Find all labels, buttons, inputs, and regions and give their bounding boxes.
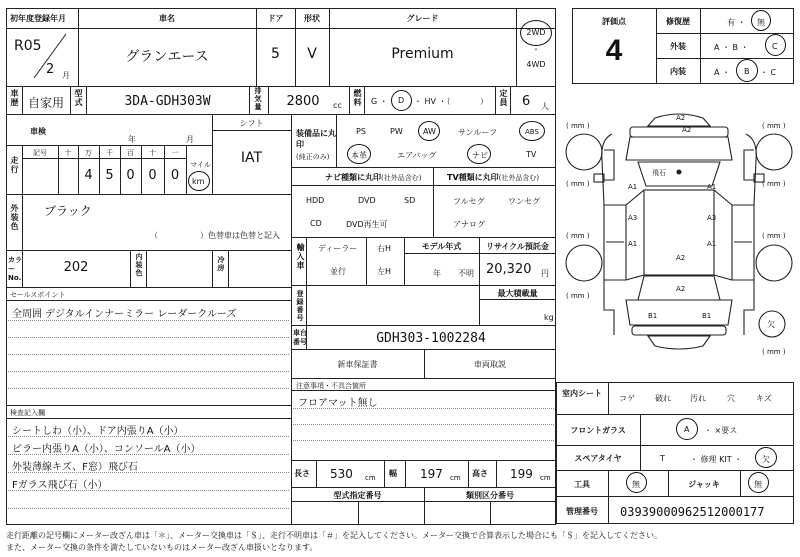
management-label: 管理番号	[566, 507, 598, 516]
width-value: 197	[420, 467, 443, 481]
footer-line-2: また、メーター交換の条件を満たしていないものはメーター改ざん車扱いとなります。	[6, 543, 318, 552]
notes-text: フロアマット無し	[298, 398, 378, 409]
navi-hdd: HDD	[306, 196, 325, 205]
notes-label: 注意事項・不具合箇所	[296, 382, 366, 390]
tv-header-sub: (社外品含む)	[498, 174, 540, 182]
drive-2wd: 2WD	[526, 28, 546, 37]
sheet-scratch: キズ	[756, 394, 772, 403]
spare-t: T	[660, 454, 665, 463]
footer-line-1: 走行距離の記号欄にメーター改ざん車は「＊」、メーター交換車は「＄」、走行不明車は「＃」を記入してください。メーター交換で合算表示した場合にも「＄」を記入してください。	[6, 531, 662, 540]
navi-dvd: DVD	[358, 196, 376, 205]
capacity: 6	[522, 94, 531, 109]
equip-navi: ナビ	[472, 151, 488, 160]
car-name-label: 車名	[159, 14, 175, 23]
first-reg-month: 2	[46, 62, 55, 77]
sales-point-label: セールスポイント	[10, 291, 66, 299]
spare-label: スペアタイヤ	[574, 454, 622, 463]
equipment-label: 装備品に丸印	[296, 129, 336, 149]
interior-sheet-label: 室内シート	[562, 389, 602, 398]
tv-analog: アナログ	[453, 220, 485, 229]
fuel-hv: ・ HV ・（	[414, 97, 451, 106]
tv-header: TV種類に丸印	[447, 173, 499, 182]
mile-label: マイル	[190, 161, 211, 169]
interior-circle	[736, 59, 758, 82]
tools-selected: 無	[632, 480, 640, 489]
usage: 自家用	[27, 96, 64, 110]
shape-label: 形状	[304, 14, 320, 23]
first-reg-year: R05	[14, 38, 42, 54]
mm-label: ( mm )	[762, 348, 786, 356]
sheet-dirt: 汚れ	[690, 394, 706, 403]
mileage-sign-label: 記号	[33, 149, 47, 157]
shift-label: シフト	[239, 119, 264, 128]
disp-unit: cc	[333, 101, 342, 110]
mm-label: ( mm )	[566, 292, 590, 300]
front-glass-label: フロントガラス	[570, 426, 626, 435]
inspector-line: Fガラス飛び石（小）	[12, 480, 108, 491]
max-load-label: 最大積載量	[497, 289, 538, 298]
model-year-unknown: 不明	[458, 269, 474, 278]
inspector-label: 検査記入欄	[10, 409, 45, 417]
equip-ps: PS	[356, 127, 366, 136]
inspection-month-unit: 月	[186, 135, 194, 144]
diagram-top: A2	[676, 114, 686, 122]
color-no: 202	[63, 260, 89, 275]
interior-options-a: A ・	[714, 68, 731, 77]
category-label: 類別区分番号	[466, 491, 514, 500]
mm-label: ( mm )	[566, 122, 590, 130]
mileage-digit: 4	[84, 168, 93, 183]
fuel-circle	[391, 90, 412, 111]
rating-label: 評価点	[602, 17, 626, 26]
front-glass-circle	[676, 418, 698, 440]
leather-circle	[347, 144, 371, 164]
fuel-close: ）	[480, 97, 488, 106]
km-label: km	[192, 177, 205, 186]
width-unit: cm	[450, 474, 461, 482]
import-label: 輸入車	[296, 243, 305, 270]
mm-label: ( mm )	[566, 180, 590, 188]
capacity-label: 定員	[499, 89, 508, 107]
diagram-rear: A2	[676, 285, 686, 293]
mileage-label: 走行	[10, 156, 19, 174]
diagram-bumper: A2	[682, 126, 692, 134]
mileage-digit: 0	[148, 168, 157, 183]
digit-label: 百	[127, 149, 134, 157]
mileage-digit: 0	[170, 168, 180, 183]
equipment-sub: (純正のみ)	[296, 153, 330, 161]
import-parallel: 並行	[330, 267, 346, 276]
shape: V	[307, 46, 317, 62]
length-value: 530	[330, 467, 353, 481]
new-car-cert: 新車保証書	[337, 360, 378, 369]
equip-sunroof: サンルーフ	[458, 128, 497, 137]
recycle-unit: 円	[541, 269, 549, 278]
repair-options: 有 ・	[727, 18, 746, 27]
diagram-lr: A3	[628, 214, 638, 222]
color-paren-open: （	[150, 231, 158, 240]
navi-header-sub: (社外品含む)	[381, 174, 422, 182]
equip-pw: PW	[390, 127, 403, 136]
jack-label: ジャッキ	[688, 480, 720, 489]
digit-label: 万	[85, 149, 92, 157]
height-unit: cm	[540, 474, 551, 482]
chassis-label: 車台番号	[293, 329, 307, 346]
equip-tv: TV	[526, 150, 537, 159]
interior-selected: B	[744, 67, 750, 76]
diagram-lf: A1	[628, 183, 638, 191]
diagram-rf: A1	[707, 183, 717, 191]
equip-leather: 本革	[351, 151, 367, 160]
grade-label: グレード	[406, 14, 439, 23]
length-label: 長さ	[294, 469, 310, 478]
digit-label: 十	[149, 149, 156, 157]
abs-circle	[519, 121, 545, 141]
front-glass-selected: A	[684, 425, 690, 434]
digit-label: 十	[64, 149, 72, 157]
navi-sd: SD	[404, 196, 416, 205]
color-value: ブラック	[44, 204, 92, 218]
model-label: 型式	[74, 89, 83, 107]
capacity-unit: 人	[541, 102, 549, 111]
diagram-bottom-r: B1	[702, 312, 712, 320]
import-right-h: 右H	[377, 244, 392, 253]
tv-oneseg: ワンセグ	[508, 197, 540, 206]
recycle-label: リサイクル預託金	[486, 242, 549, 251]
equip-aw: AW	[423, 127, 436, 136]
drive-sep: ・	[532, 45, 540, 54]
color-label: 外装色	[10, 204, 19, 231]
doors: 5	[271, 46, 280, 62]
diagram-mid-a2: A2	[676, 254, 686, 262]
diagram-missing: 欠	[767, 320, 775, 329]
exterior-label: 外装	[670, 42, 686, 51]
inspector-line: シートしわ（小）、ドア内張りA（小）	[12, 426, 184, 437]
inspection-label: 車検	[30, 127, 46, 136]
interior-color-label: 内装色	[135, 253, 143, 277]
mm-label: ( mm )	[566, 232, 590, 240]
mm-label: ( mm )	[762, 232, 786, 240]
height-label: 高さ	[472, 469, 488, 478]
diagram-mid: A1	[707, 240, 717, 248]
usage-label: 車歴	[10, 89, 19, 107]
interior-options-b: ・ C	[760, 68, 777, 77]
cold-label: 冷房	[217, 256, 225, 272]
diagram-side: A1	[628, 240, 638, 248]
spare-selected: 欠	[762, 455, 770, 464]
km-circle	[188, 171, 210, 191]
import-left-h: 左H	[377, 267, 392, 276]
equip-airbag: エアバッグ	[397, 151, 437, 160]
width-label: 幅	[389, 469, 397, 478]
mileage-digit: 0	[126, 168, 135, 183]
rating-score: 4	[605, 34, 623, 67]
length-unit: cm	[365, 474, 376, 482]
shift: IAT	[240, 150, 263, 166]
tools-circle	[626, 472, 647, 493]
digit-label: 千	[106, 149, 113, 157]
model-year-unit: 年	[433, 269, 441, 278]
color-note: ）色替車は色替と記入	[200, 231, 280, 240]
color-no-label: カラーNo.	[8, 256, 22, 282]
spare-circle	[755, 447, 777, 468]
inspector-line: ピラー内張りA（小）、コンソールA（小）	[12, 444, 201, 455]
mm-label: ( mm )	[762, 180, 786, 188]
mileage-digit: 5	[105, 168, 114, 183]
jack-selected: 無	[754, 480, 762, 489]
mm-label: ( mm )	[762, 122, 786, 130]
navi-dvd-play: DVD再生可	[346, 220, 388, 229]
sheet-hole: 穴	[727, 394, 735, 403]
manual: 車両取説	[474, 360, 506, 369]
fuel-label: 燃料	[353, 89, 362, 107]
car-name: グランエース	[125, 49, 209, 65]
diagram-bottom-l: B1	[648, 312, 658, 320]
drive-2wd-circle	[520, 20, 552, 46]
management-value: 03939000962512000177	[620, 505, 765, 519]
disp: 2800	[286, 94, 320, 109]
first-reg-label: 初年度登録年月	[10, 14, 66, 23]
max-load-unit: kg	[544, 313, 554, 322]
model: 3DA-GDH303W	[124, 94, 211, 109]
inspector-line: 外装薄線キズ、F窓）飛び石	[12, 462, 138, 473]
chassis-value: GDH303-1002284	[376, 331, 486, 346]
disp-label: 排気量	[254, 87, 262, 111]
fuel-selected: D	[398, 96, 405, 105]
sheet-tear: 破れ	[655, 394, 671, 403]
model-year-label: モデル年式	[421, 242, 462, 251]
front-glass-rest: ・ ×要ス	[704, 426, 738, 435]
registration-label: 登録番号	[296, 290, 304, 322]
inspection-year-unit: 年	[128, 135, 136, 144]
tools-label: 工具	[574, 480, 590, 489]
navi-cd: CD	[310, 219, 322, 228]
aw-circle	[418, 121, 440, 141]
exterior-selected: C	[772, 42, 778, 51]
height-value: 199	[510, 467, 533, 481]
type-designation-label: 型式指定番号	[333, 491, 382, 500]
repair-circle	[751, 10, 771, 31]
door-label: ドア	[267, 14, 284, 23]
drive-4wd: 4WD	[526, 60, 546, 69]
navi-circle	[467, 144, 491, 164]
exterior-options: A ・ B ・	[714, 43, 749, 52]
diagram-rr: A3	[707, 214, 717, 222]
recycle-value: 20,320	[486, 262, 532, 277]
exterior-circle	[765, 34, 786, 56]
import-dealer: ディーラー	[318, 244, 358, 253]
sales-point-text: 全周囲 デジタルインナーミラー レーダークルーズ	[12, 309, 237, 320]
fuel-g: G ・	[371, 97, 388, 106]
jack-circle	[748, 472, 769, 493]
diagram-glass: 飛石	[652, 169, 666, 177]
tv-fullseg: フルセグ	[453, 197, 485, 206]
repair-selected: 無	[757, 18, 765, 27]
spare-kit: ・ 修理 KIT ・	[690, 455, 743, 464]
grade: Premium	[391, 46, 454, 62]
repair-label: 修復歴	[666, 17, 690, 26]
month-unit: 月	[62, 71, 70, 80]
digit-label: 一	[171, 149, 179, 157]
equip-abs: ABS	[525, 128, 539, 136]
navi-header: ナビ種類に丸印	[325, 173, 381, 182]
sheet-burn: コゲ	[619, 394, 635, 403]
interior-label: 内装	[670, 67, 686, 76]
